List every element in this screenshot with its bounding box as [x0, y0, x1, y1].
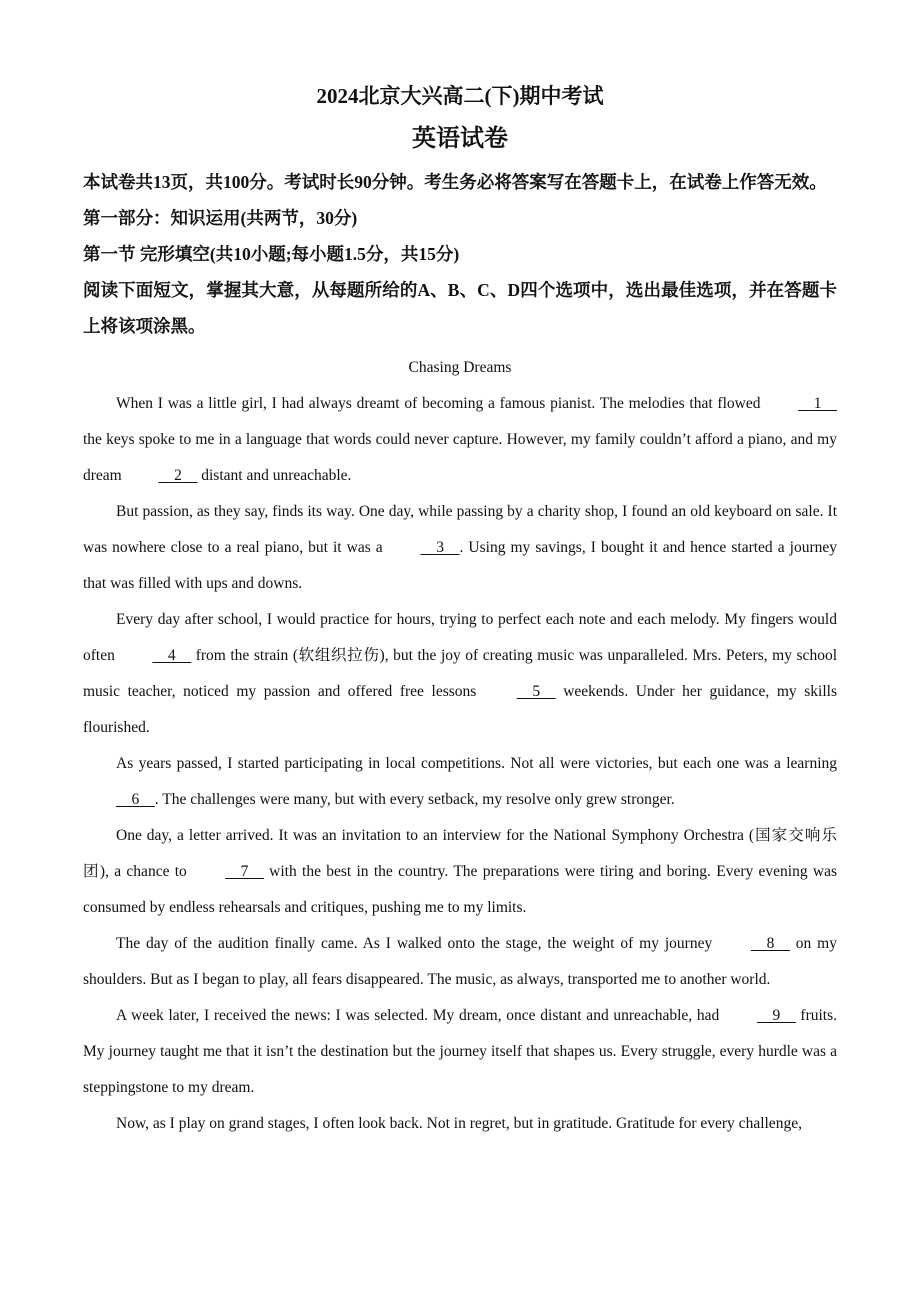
- cloze-blank-1: 1: [813, 395, 822, 412]
- instructions: [83, 164, 837, 344]
- directions: 阅读下面短文，掌握其大意，从每题所给的A、B、C、D四个选项中，选出最佳选项，并在答题卡上将该项涂黑。: [83, 280, 837, 336]
- paragraph: [83, 1106, 837, 1142]
- part-one-heading: 第一部分：知识运用(共两节，30分): [83, 208, 358, 228]
- paragraph-text: fruits. My journey taught me that it isn’t the destination but the journey itself that shapes us. Every struggle, every hurdle was a steppingstone to my dream.: [83, 1007, 838, 1096]
- cloze-blank-3: 3: [436, 539, 444, 556]
- paragraph-text: distant and unreachable.: [197, 467, 352, 484]
- passage-title: Chasing Dreams: [408, 359, 512, 376]
- paragraph-text: The day of the audition finally came. As I walked onto the stage, the weight of my journey: [116, 935, 719, 952]
- paragraph-text: When I was a little girl, I had always dreamt of becoming a famous pianist. The melodies that flowed: [116, 395, 766, 412]
- exam-page: [83, 78, 837, 1142]
- paragraph: [83, 746, 837, 818]
- paragraph-text: on my shoulders. But as I began to play, all fears disappeared. The music, as always, transported me to another world.: [83, 935, 837, 988]
- cloze-blank-9: 9: [772, 1007, 781, 1024]
- paragraph-text: with the best in the country. The preparations were tiring and boring. Every evening was consumed by endless rehearsals and critiques, pushing me to my limits.: [83, 863, 837, 916]
- cloze-blank-4: 4: [167, 647, 176, 664]
- paragraph-text: One day, a letter arrived. It was an invitation to an interview for the National Symphony Orchestra (国家交响乐团), a chance to: [83, 827, 837, 880]
- cloze-blank-7: 7: [240, 863, 249, 880]
- cloze-blank-5: 5: [532, 683, 541, 700]
- paragraph-text: . The challenges were many, but with every setback, my resolve only grew stronger.: [154, 791, 675, 808]
- paragraph: [83, 926, 837, 998]
- paragraph-text: Now, as I play on grand stages, I often look back. Not in regret, but in gratitude. Gratitude for every challenge,: [116, 1115, 802, 1132]
- section-one-heading: 第一节 完形填空(共10小题;每小题1.5分，共15分): [83, 244, 460, 264]
- subject-title: 英语试卷: [412, 126, 508, 152]
- paragraph-text: Every day after school, I would practice for hours, trying to perfect each note and each melody. My fingers would often: [83, 611, 837, 664]
- paragraph-text: A week later, I received the news: I was selected. My dream, once distant and unreachable, had: [116, 1007, 724, 1024]
- exam-intro: 本试卷共13页，共100分。考试时长90分钟。考生务必将答案写在答题卡上，在试卷上作答无效。: [83, 172, 827, 192]
- paragraph: [83, 494, 837, 602]
- cloze-blank-8: 8: [766, 935, 775, 952]
- paragraph-text: But passion, as they say, finds its way. One day, while passing by a charity shop, I found an old keyboard on sale. It was nowhere close to a real piano, but it was a: [83, 503, 837, 556]
- cloze-blank-2: 2: [174, 467, 182, 484]
- paragraph-text: from the strain (软组织拉伤), but the joy of creating music was unparalleled. Mrs. Peters, my school music teacher, noticed my passion and offered free lessons: [83, 647, 837, 700]
- paragraph: [83, 998, 837, 1106]
- paragraph: [83, 602, 837, 746]
- paragraph: [83, 386, 837, 494]
- paragraph: [83, 818, 837, 926]
- paragraph-text: weekends. Under her guidance, my skills flourished.: [83, 683, 837, 736]
- paragraph-text: . Using my savings, I bought it and hence started a journey that was filled with ups and downs.: [83, 539, 837, 592]
- exam-title: 2024北京大兴高二(下)期中考试: [316, 84, 604, 108]
- paragraph-text: the keys spoke to me in a language that words could never capture. However, my family couldn’t afford a piano, and my dream: [83, 431, 837, 484]
- paragraph-text: As years passed, I started participating in local competitions. Not all were victories, but each one was a learning: [116, 755, 837, 772]
- passage-body: [83, 386, 837, 1142]
- cloze-blank-6: 6: [131, 791, 140, 808]
